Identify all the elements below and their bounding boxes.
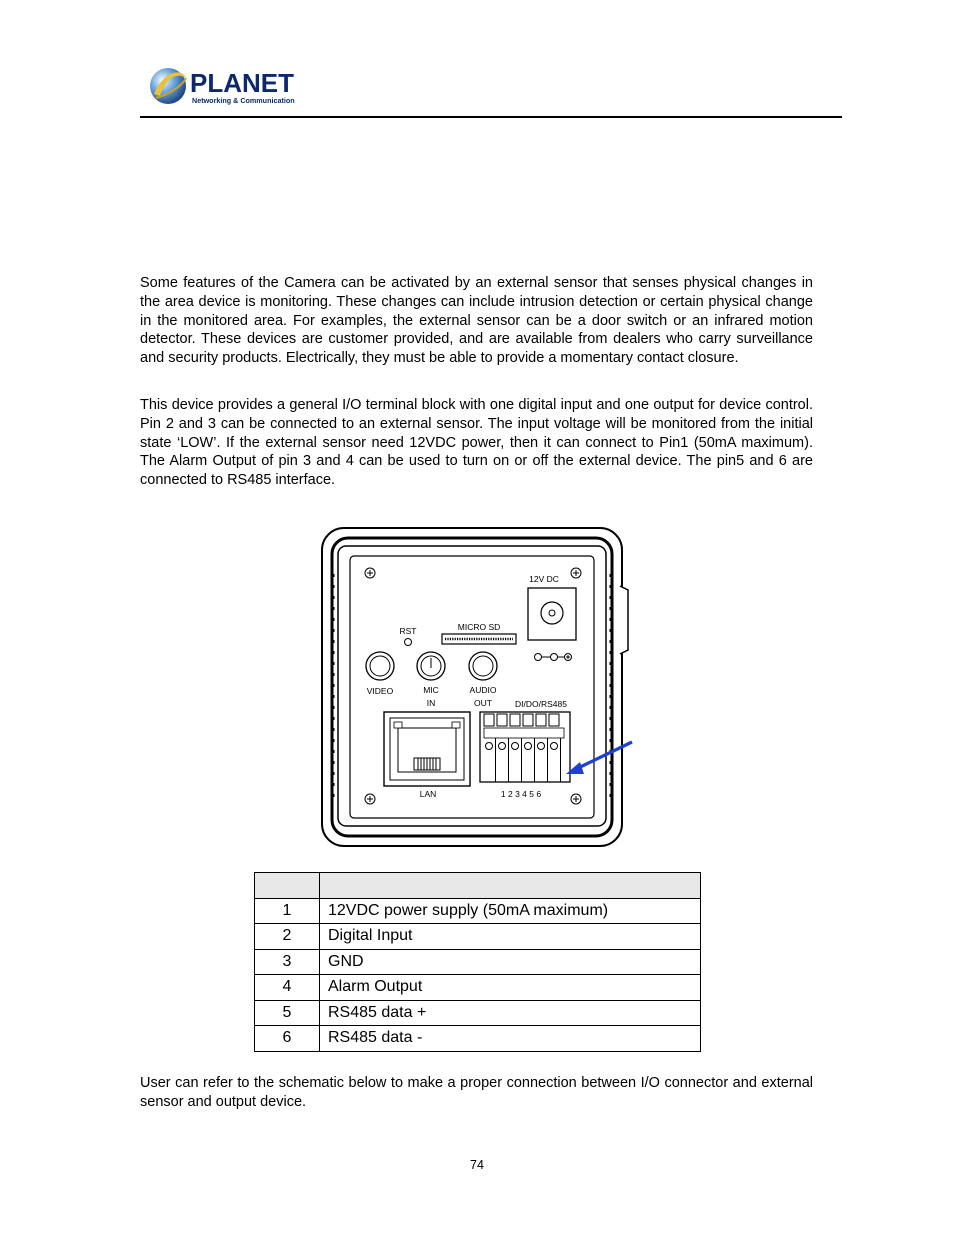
svg-text:LAN: LAN	[419, 789, 437, 799]
svg-text:AUDIO: AUDIO	[469, 685, 497, 695]
svg-text:MIC: MIC	[423, 685, 439, 695]
pin-cell: 5	[255, 1000, 320, 1026]
page-number: 74	[470, 1158, 484, 1172]
header-rule	[140, 116, 842, 118]
table-row	[255, 949, 701, 975]
svg-text:PLANET: PLANET	[190, 68, 294, 98]
svg-text:RST: RST	[399, 626, 417, 636]
svg-text:VIDEO: VIDEO	[366, 686, 394, 696]
table-row	[255, 898, 701, 924]
desc-cell: Alarm Output	[320, 975, 701, 1001]
svg-text:DI/DO/RS485: DI/DO/RS485	[515, 699, 567, 709]
desc-cell: Digital Input	[320, 924, 701, 950]
paragraph-external-sensor: Some features of the Camera can be activated by an external sensor that senses physical changes in the area device is monitoring. These changes can include intrusion detection or certain physical change in the monitored area. For examples, the external sensor can be a door switch or an infrared motion detector. These devices are customer provided, and are available from dealers who carry surveillance and security products. Electrically, they must be able to provide a momentary contact closure.	[140, 275, 813, 367]
table-header-row	[255, 873, 701, 899]
pin-cell: 1	[255, 898, 320, 924]
table-row	[255, 1026, 701, 1052]
planet-logo	[146, 64, 306, 108]
paragraph-schematic-note: User can refer to the schematic below to make a proper connection between I/O connector and external sensor and output device.	[140, 1075, 813, 1110]
paragraph-io-terminal: This device provides a general I/O terminal block with one digital input and one output for device control. Pin 2 and 3 can be connected to an external sensor. The input voltage will be monitored from the initial state ‘LOW’. If the external sensor need 12VDC power, then it can connect to Pin1 (50mA maximum). The Alarm Output of pin 3 and 4 can be used to turn on or off the external device. The pin5 and 6 are connected to RS485 interface.	[140, 397, 813, 489]
svg-text:1 2 3 4 5 6: 1 2 3 4 5 6	[500, 789, 542, 799]
svg-text:Networking & Communication: Networking & Communication	[192, 96, 295, 105]
table-row	[255, 975, 701, 1001]
svg-text:OUT: OUT	[474, 698, 492, 708]
desc-cell: GND	[320, 949, 701, 975]
desc-cell: RS485 data +	[320, 1000, 701, 1026]
header-cell-desc	[320, 873, 701, 899]
pin-cell: 3	[255, 949, 320, 975]
pin-cell: 2	[255, 924, 320, 950]
header-cell-pin	[255, 873, 320, 899]
desc-cell: 12VDC power supply (50mA maximum)	[320, 898, 701, 924]
desc-cell: RS485 data -	[320, 1026, 701, 1052]
table-row	[255, 924, 701, 950]
svg-text:MICRO SD: MICRO SD	[457, 622, 501, 632]
svg-text:12V DC: 12V DC	[529, 574, 559, 584]
svg-text:IN: IN	[426, 698, 436, 708]
io-pin-table	[254, 872, 701, 1052]
pin-cell: 6	[255, 1026, 320, 1052]
camera-rear-panel-figure	[318, 524, 634, 850]
pin-cell: 4	[255, 975, 320, 1001]
table-row	[255, 1000, 701, 1026]
